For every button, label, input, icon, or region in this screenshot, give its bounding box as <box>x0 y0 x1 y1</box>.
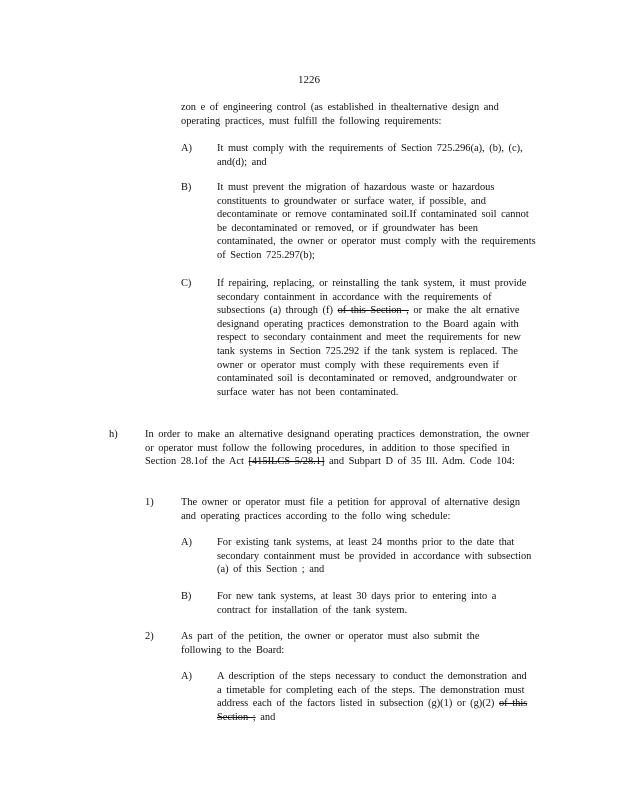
item-label: 1) <box>145 497 154 508</box>
item-text: For new tank systems, at least 30 days prior to entering into a contract for installation of the tank system. <box>217 591 497 616</box>
item-label: C) <box>181 278 192 289</box>
item-text: It must comply with the requirements of Section 725.296(a), (b), (c), and(d); and <box>217 143 523 168</box>
item-label: B) <box>181 591 192 602</box>
struck-text: of this Section , <box>337 305 409 317</box>
item-text: As part of the petition, the owner or operator must also submit the following to the Board: <box>181 631 480 656</box>
item-label: A) <box>181 671 192 682</box>
text-segment: If repairing, replacing, or reinstalling the tank system, it must provide secondary containment in accordance with the requirements of subsections (a) through (f) <box>217 278 527 317</box>
item-text: For existing tank systems, at least 24 months prior to the date that secondary containment must be provided in accordance with subsection (a) of this Section ; and <box>217 537 532 576</box>
text-segment: and Subpart D of 35 Ill. Adm. Code 104: <box>329 456 515 468</box>
item-text <box>217 277 537 399</box>
item-text: It must prevent the migration of hazardous waste or hazardous constituents to groundwater or surface water, if possible, and decontaminate or remove contaminated soil.If contaminated soil cannot be decontaminated or removed, or if groundwater has been contaminated, the owner or operator must comply with the requirements of Section 725.297(b); <box>217 182 536 261</box>
item-label: A) <box>181 537 192 548</box>
item-label: A) <box>181 143 192 154</box>
page-number: 1226 <box>298 74 320 86</box>
item-label: B) <box>181 182 192 193</box>
item-text <box>217 670 535 724</box>
text-segment: In order to make an alternative designand operating practices demonstration, the owner or operator must follow the following procedures, in addition to those specified in Section 28.1of the Act <box>145 429 530 468</box>
subsection-label: h) <box>109 429 118 440</box>
struck-text: [415ILCS 5/28.1] <box>248 456 325 468</box>
text-segment: or make the alt ernative designand operating practices demonstration to the Board again with respect to secondary containment and meet the requirements for new tank systems in Section 725.292 if the tank system is replaced. The owner or operator must comply with these requirements even if contaminated soil is decontaminated or removed, andgroundwater or surface water has not been contaminated. <box>217 305 521 398</box>
text-segment: A description of the steps necessary to conduct the demonstration and a timetable for completing each of the steps. The demonstration must address each of the factors listed in subsection (g)(1) or (g)(2) <box>217 671 527 710</box>
item-text: The owner or operator must file a petition for approval of alternative design and operating practices according to the follo wing schedule: <box>181 497 521 522</box>
item-label: 2) <box>145 631 154 642</box>
struck-text: of this Section ; <box>217 698 528 723</box>
intro-paragraph: zon e of engineering control (as established in thealternative design and operating practices, must fulfill the following requirements: <box>181 102 499 127</box>
subsection-text <box>145 428 535 469</box>
text-segment: and <box>260 711 276 723</box>
